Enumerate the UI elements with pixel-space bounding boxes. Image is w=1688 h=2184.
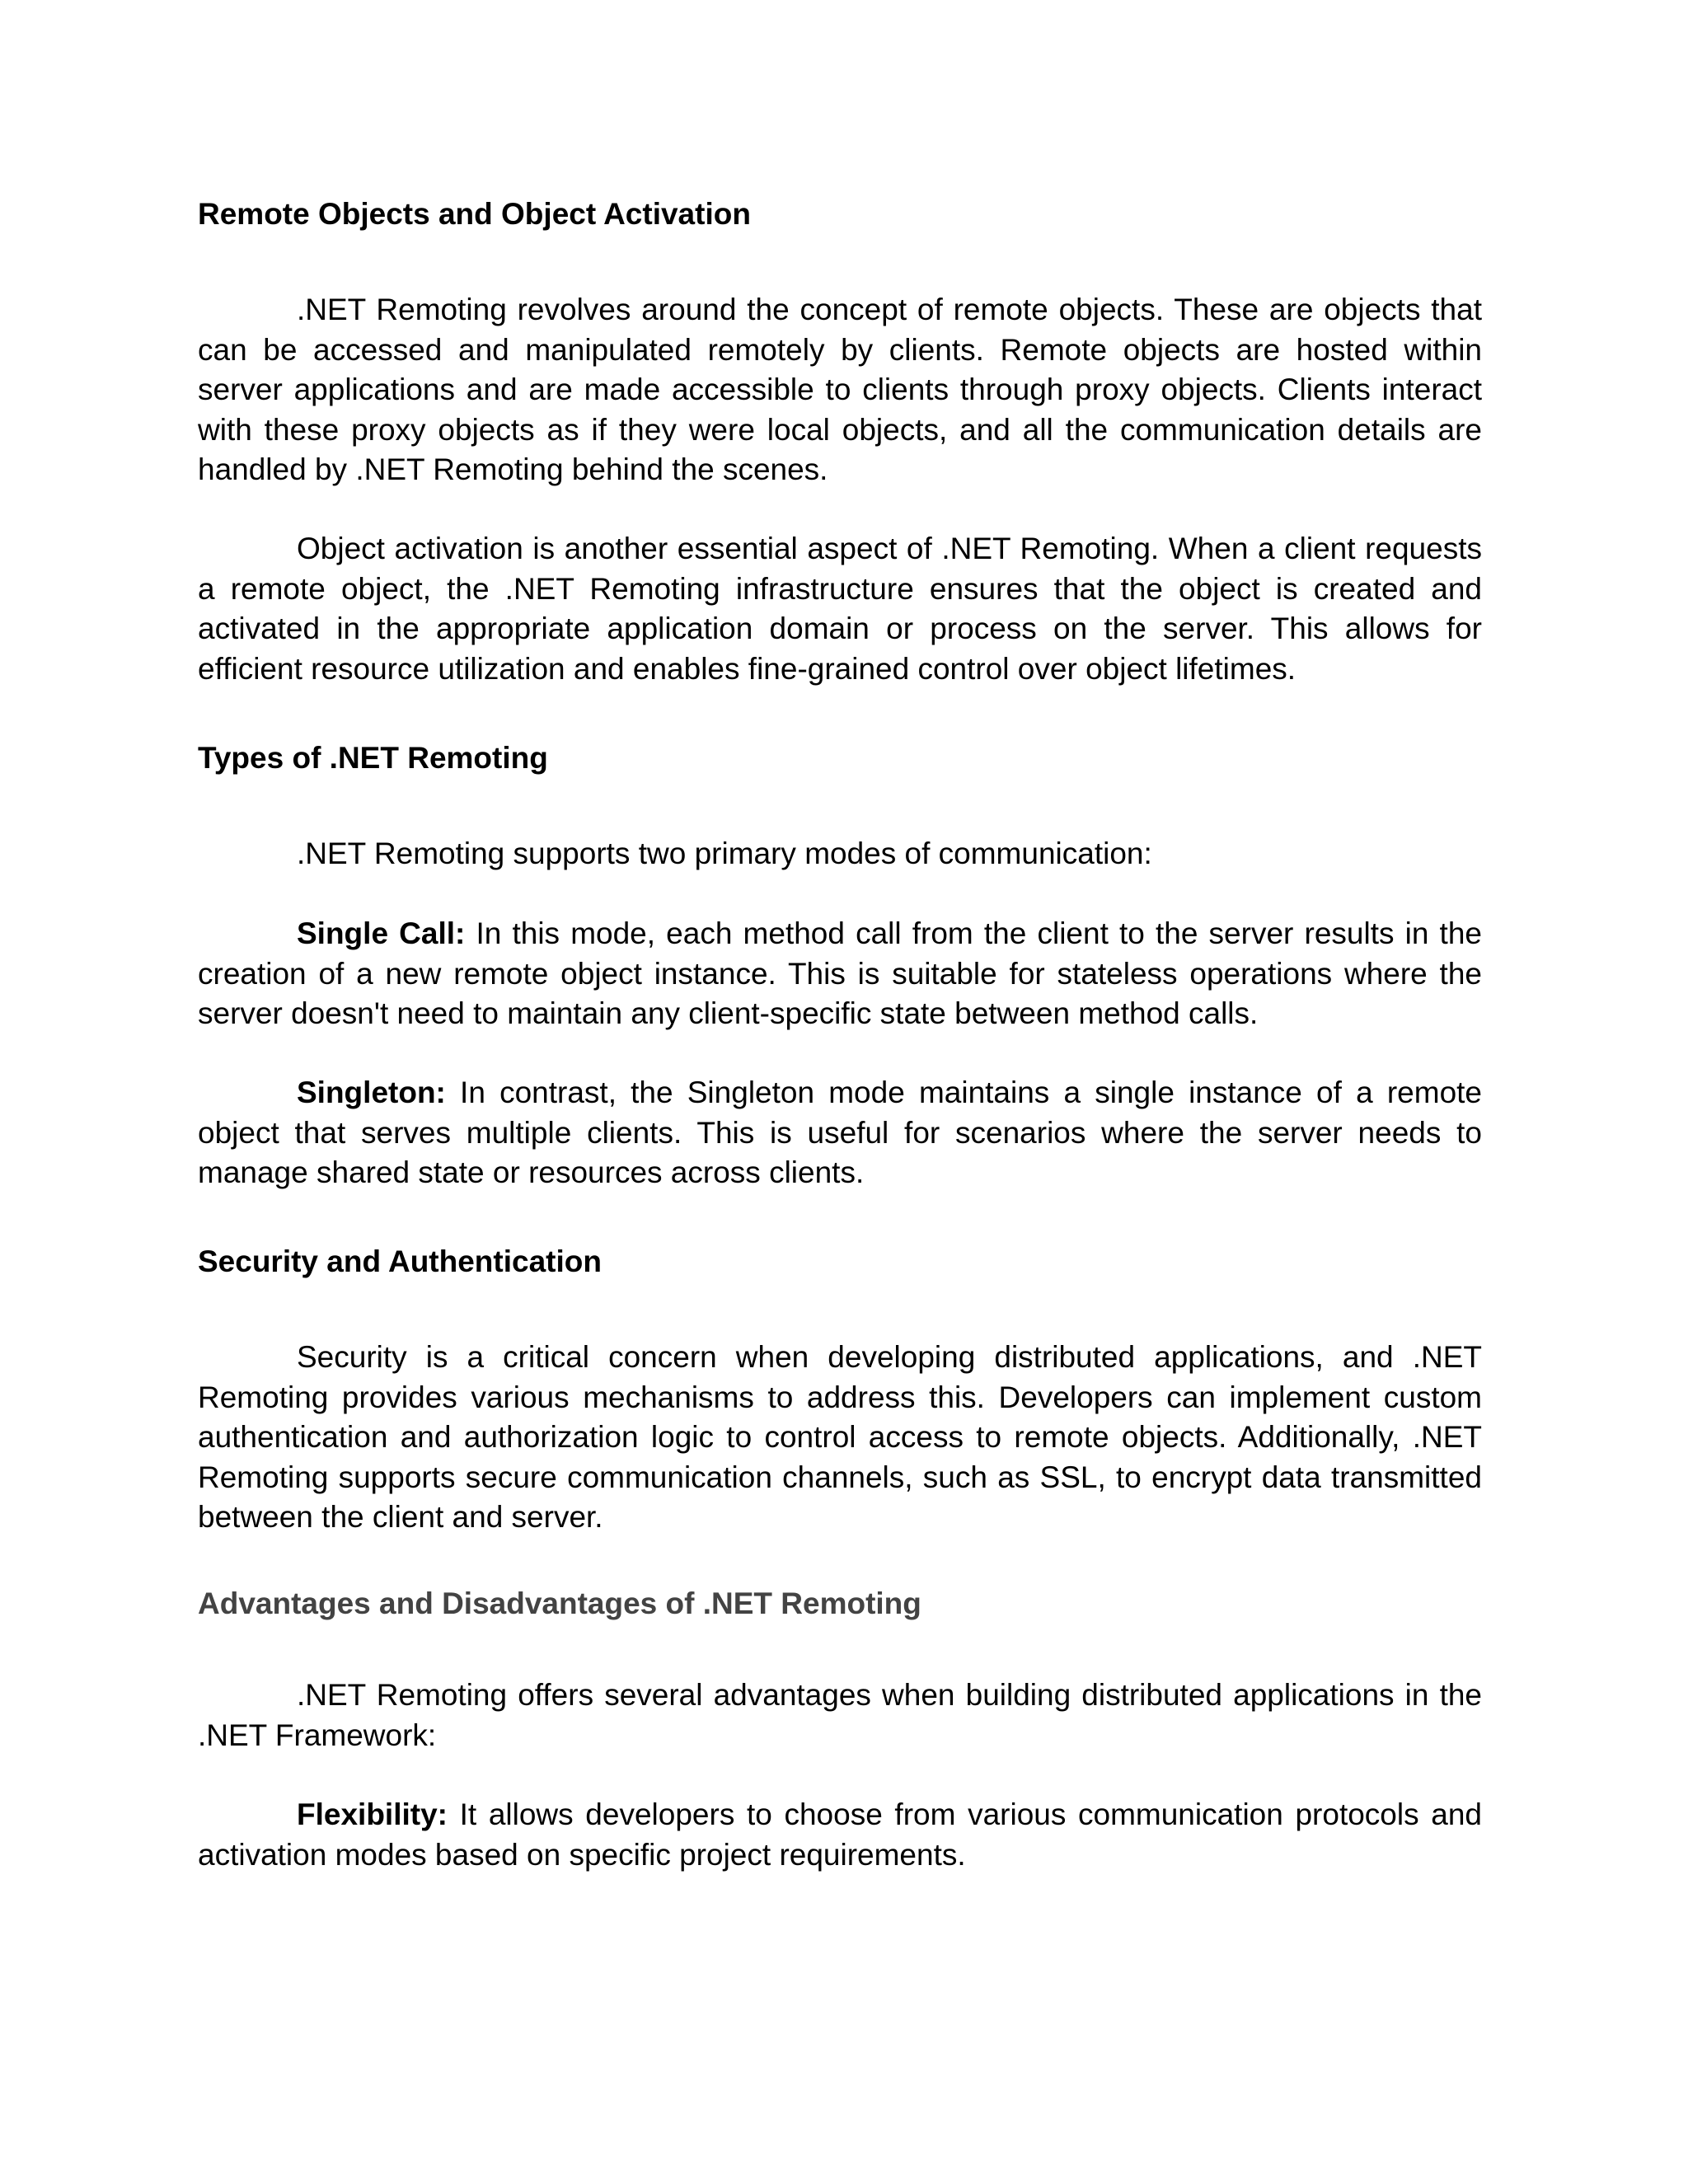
term-singleton: Singleton: [297,1076,446,1109]
paragraph-security [198,1338,1482,1538]
paragraph-single-call [198,914,1482,1034]
section-heading-remote-objects: Remote Objects and Object Activation [198,197,751,231]
term-flexibility: Flexibility: [297,1797,448,1831]
paragraph-text: Object activation is another essential aspect of .NET Remoting. When a client requests a remote object, the .NET Remoting infrastructure ensures that the object is created and activated in the appropriate application domain or process on the server. This allows for efficient resource utilization and enables fine-grained control over object lifetimes. [198,532,1482,686]
paragraph-text: In contrast, the Singleton mode maintains a single instance of a remote object that serves multiple clients. This is useful for scenarios where the server needs to manage shared state or resources across clients. [198,1076,1482,1190]
paragraph-modes-intro [198,834,1482,874]
paragraph-singleton [198,1073,1482,1193]
paragraph-flexibility [198,1795,1482,1875]
paragraph-text: .NET Remoting supports two primary modes of communication: [297,837,1152,870]
term-single-call: Single Call: [297,916,466,950]
paragraph-object-activation [198,529,1482,689]
section-heading-advantages: Advantages and Disadvantages of .NET Remoting [198,1586,921,1620]
paragraph-text: It allows developers to choose from various communication protocols and activation modes based on specific project requirements. [198,1797,1482,1872]
paragraph-text: .NET Remoting offers several advantages when building distributed applications in the .NET Framework: [198,1678,1482,1752]
paragraph-advantages-intro [198,1675,1482,1755]
paragraph-text: In this mode, each method call from the client to the server results in the creation of a new remote object instance. This is suitable for stateless operations where the server doesn't need to maintain any client-specific state between method calls. [198,916,1482,1031]
section-heading-types: Types of .NET Remoting [198,741,548,775]
section-heading-security: Security and Authentication [198,1244,602,1278]
paragraph-text: .NET Remoting revolves around the concept of remote objects. These are objects that can be accessed and manipulated remotely by clients. Remote objects are hosted within server applications and are made accessible to clients through proxy objects. Clients interact with these proxy objects as if they were local objects, and all the communication details are handled by .NET Remoting behind the scenes. [198,293,1482,487]
paragraph-text: Security is a critical concern when developing distributed applications, and .NET Remoting provides various mechanisms to address this. Developers can implement custom authentication and authorization logic to control access to remote objects. Additionally, .NET Remoting supports secure communication channels, such as SSL, to encrypt data transmitted between the client and server. [198,1340,1482,1535]
paragraph-remote-objects-intro [198,290,1482,490]
